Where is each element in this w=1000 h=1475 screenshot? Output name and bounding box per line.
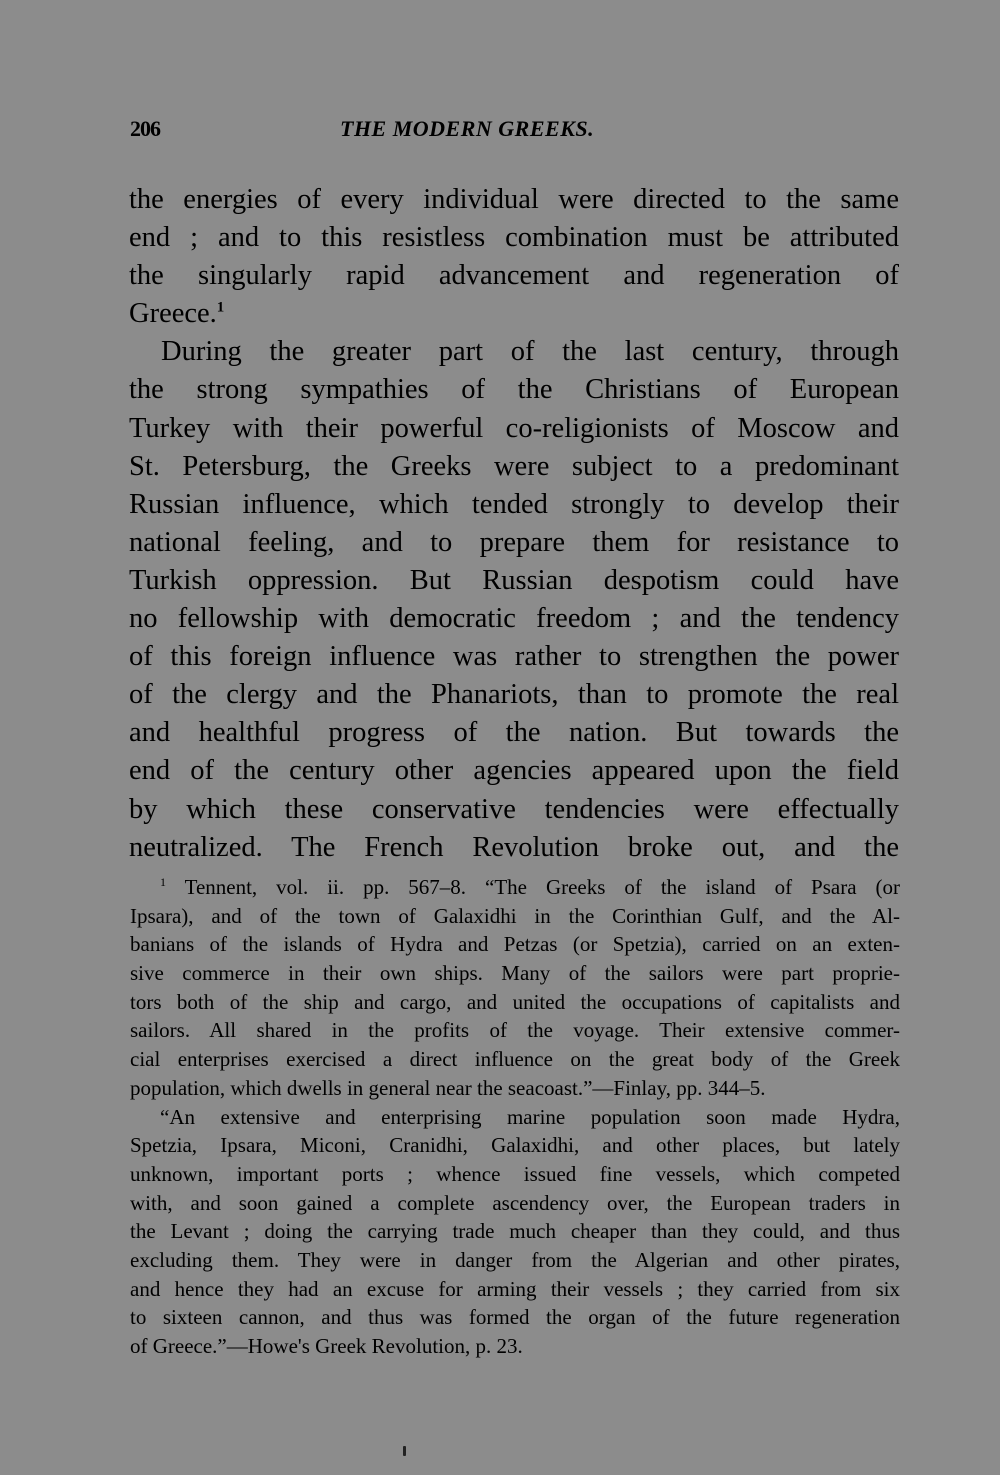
text-line: Turkish oppression. But Russian despotism could have [129, 564, 899, 596]
footnote-line: sive commerce in their own ships. Many of the sailors were part proprie- [130, 961, 900, 986]
text-line: of this foreign influence was rather to strengthen the power [129, 641, 899, 673]
footnote-line: with, and soon gained a complete ascendency over, the European traders in [130, 1190, 900, 1215]
text-line [129, 295, 899, 333]
text-line: the energies of every individual were directed to the same [129, 184, 899, 215]
footnote-line: population, which dwells in general near the seacoast.”—Finlay, pp. 344–5. [130, 1075, 766, 1100]
text-line: no fellowship with democratic freedom ; and the tendency [129, 603, 899, 635]
footnote-line: Ipsara), and of the town of Galaxidhi in the Corinthian Gulf, and the Al- [130, 903, 900, 928]
footnote-line: Spetzia, Ipsara, Miconi, Cranidhi, Galaxidhi, and other places, but lately [130, 1133, 900, 1158]
footnotes [130, 873, 900, 1361]
footnote-marker: 1 [160, 875, 166, 889]
footnote-line: to sixteen cannon, and thus was formed the organ of the future regeneration [130, 1305, 900, 1330]
text-line: the strong sympathies of the Christians of European [129, 374, 899, 406]
text-line: national feeling, and to prepare them for resistance to [129, 526, 899, 558]
footnote-line: of Greece.”—Howe's Greek Revolution, p. 23. [130, 1334, 523, 1358]
text-line: the singularly rapid advancement and regeneration of [129, 260, 899, 292]
footnote-line: tors both of the ship and cargo, and united the occupations of capitalists and [130, 989, 900, 1014]
text-line: and healthful progress of the nation. But towards the [129, 717, 899, 749]
footnote-line: the Levant ; doing the carrying trade much cheaper than they could, and thus [130, 1219, 900, 1244]
footnote-line: excluding them. They were in danger from the Algerian and other pirates, [130, 1247, 900, 1272]
footnote-line: and hence they had an excuse for arming their vessels ; they carried from six [130, 1276, 900, 1301]
text-fragment: Greece. [129, 298, 217, 330]
footnote-line: “An extensive and enterprising marine population soon made Hydra, [160, 1104, 900, 1129]
running-title: THE MODERN GREEKS. [340, 116, 595, 141]
text-line: end of the century other agencies appeared upon the field [129, 755, 899, 787]
footnote-line [130, 873, 900, 902]
page-number: 206 [130, 116, 160, 141]
text-line: end ; and to this resistless combination must be attributed [129, 222, 899, 254]
text-line: St. Petersburg, the Greeks were subject to a predominant [129, 450, 899, 482]
text-line: Turkey with their powerful co-religionists of Moscow and [129, 412, 899, 444]
text-fragment: Tennent, vol. ii. pp. 567–8. “The Greeks of the island of Psara (or [184, 875, 900, 899]
footnote-line: cial enterprises exercised a direct influence on the great body of the Greek [130, 1047, 900, 1072]
footnote-reference: 1 [216, 299, 225, 316]
text-line: Russian influence, which tended strongly to develop their [129, 488, 899, 520]
footnote-line: unknown, important ports ; whence issued fine vessels, which competed [130, 1161, 900, 1186]
footnote-line: sailors. All shared in the profits of the voyage. Their extensive commer- [130, 1018, 900, 1043]
text-line: neutralized. The French Revolution broke out, and the [129, 831, 899, 863]
running-head [130, 116, 900, 146]
text-line: by which these conservative tendencies were effectually [129, 793, 899, 825]
text-line: of the clergy and the Phanariots, than to promote the real [129, 679, 899, 711]
print-speck [403, 1446, 406, 1456]
footnote-line: banians of the islands of Hydra and Petzas (or Spetzia), carried on an exten- [130, 932, 900, 957]
text-line: During the greater part of the last century, through [161, 336, 899, 368]
main-text [129, 181, 899, 867]
